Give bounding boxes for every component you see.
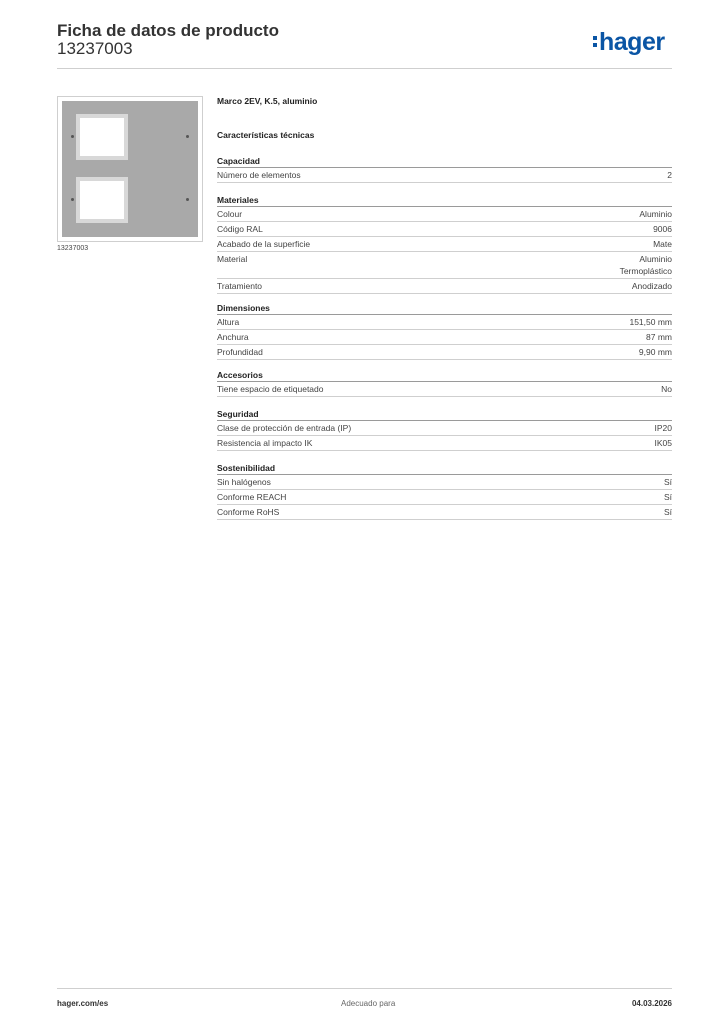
- spec-value: Sí: [663, 492, 672, 502]
- spec-label: Clase de protección de entrada (IP): [217, 423, 352, 433]
- header-divider: [57, 68, 672, 69]
- spec-row: [217, 421, 672, 436]
- spec-value: 151,50 mm: [629, 317, 672, 327]
- spec-value: Anodizado: [631, 281, 672, 291]
- spec-value: 9006: [653, 224, 672, 234]
- spec-value: Aluminio: [639, 209, 672, 219]
- footer-date: 04.03.2026: [631, 999, 672, 1008]
- hager-logo[interactable]: [593, 28, 665, 57]
- product-image: [57, 96, 203, 242]
- spec-label: Resistencia al impacto IK: [217, 438, 313, 448]
- spec-row: [217, 475, 672, 490]
- page-title: Ficha de datos de producto: [57, 21, 279, 40]
- spec-value: Mate: [653, 239, 672, 249]
- footer-divider: [57, 988, 672, 989]
- spec-value-line: Aluminio: [639, 254, 672, 264]
- section-title: Dimensiones: [217, 302, 672, 315]
- spec-label: Profundidad: [217, 347, 263, 357]
- spec-label: Tratamiento: [217, 281, 263, 291]
- image-caption: 13237003: [57, 245, 89, 252]
- section-dimensiones: [217, 302, 672, 360]
- product-code: 13237003: [57, 39, 133, 58]
- frame-plate: [62, 101, 198, 237]
- spec-label: Código RAL: [217, 224, 263, 234]
- screw-icon: [71, 135, 74, 138]
- spec-row: [217, 222, 672, 237]
- logo-text: hager: [599, 28, 665, 56]
- spec-value: 9,90 mm: [638, 347, 672, 357]
- spec-label: Material: [217, 254, 248, 264]
- screw-icon: [186, 198, 189, 201]
- spec-value: IP20: [654, 423, 672, 433]
- spec-row: [217, 279, 672, 294]
- spec-value-line: Termoplástico: [619, 266, 672, 276]
- section-capacidad: [217, 155, 672, 183]
- section-materiales: [217, 194, 672, 294]
- spec-row: [217, 237, 672, 252]
- spec-row: [217, 345, 672, 360]
- spec-value: [620, 253, 672, 277]
- spec-row: [217, 505, 672, 520]
- spec-label: Anchura: [217, 332, 249, 342]
- logo-dots-icon: [593, 33, 597, 50]
- spec-row: [217, 315, 672, 330]
- spec-label: Conforme RoHS: [217, 507, 280, 517]
- spec-row: [217, 382, 672, 397]
- spec-row: [217, 252, 672, 279]
- spec-row: [217, 490, 672, 505]
- footer-website-link[interactable]: hager.com/es: [57, 999, 109, 1008]
- section-sostenibilidad: [217, 462, 672, 520]
- spec-row: [217, 330, 672, 345]
- frame-slot-top: [76, 114, 128, 160]
- section-accesorios: [217, 369, 672, 397]
- spec-value: IK05: [654, 438, 672, 448]
- spec-label: Colour: [217, 209, 243, 219]
- spec-value: Sí: [663, 477, 672, 487]
- spec-label: Sin halógenos: [217, 477, 271, 487]
- section-title: Materiales: [217, 194, 672, 207]
- section-title: Seguridad: [217, 408, 672, 421]
- spec-value: 2: [667, 170, 672, 180]
- section-seguridad: [217, 408, 672, 451]
- spec-row: [217, 207, 672, 222]
- section-title: Capacidad: [217, 155, 672, 168]
- spec-label: Acabado de la superficie: [217, 239, 311, 249]
- spec-value: 87 mm: [646, 332, 672, 342]
- section-title: Sostenibilidad: [217, 462, 672, 475]
- tech-heading: Características técnicas: [217, 130, 315, 140]
- footer-note: Adecuado para: [341, 999, 396, 1008]
- spec-label: Tiene espacio de etiquetado: [217, 384, 324, 394]
- frame-slot-bottom: [76, 177, 128, 223]
- screw-icon: [71, 198, 74, 201]
- spec-label: Altura: [217, 317, 240, 327]
- spec-label: Conforme REACH: [217, 492, 287, 502]
- spec-row: [217, 168, 672, 183]
- spec-label: Número de elementos: [217, 170, 301, 180]
- spec-row: [217, 436, 672, 451]
- spec-value: Sí: [663, 507, 672, 517]
- screw-icon: [186, 135, 189, 138]
- spec-value: No: [661, 384, 672, 394]
- section-title: Accesorios: [217, 369, 672, 382]
- product-name: Marco 2EV, K.5, aluminio: [217, 96, 318, 106]
